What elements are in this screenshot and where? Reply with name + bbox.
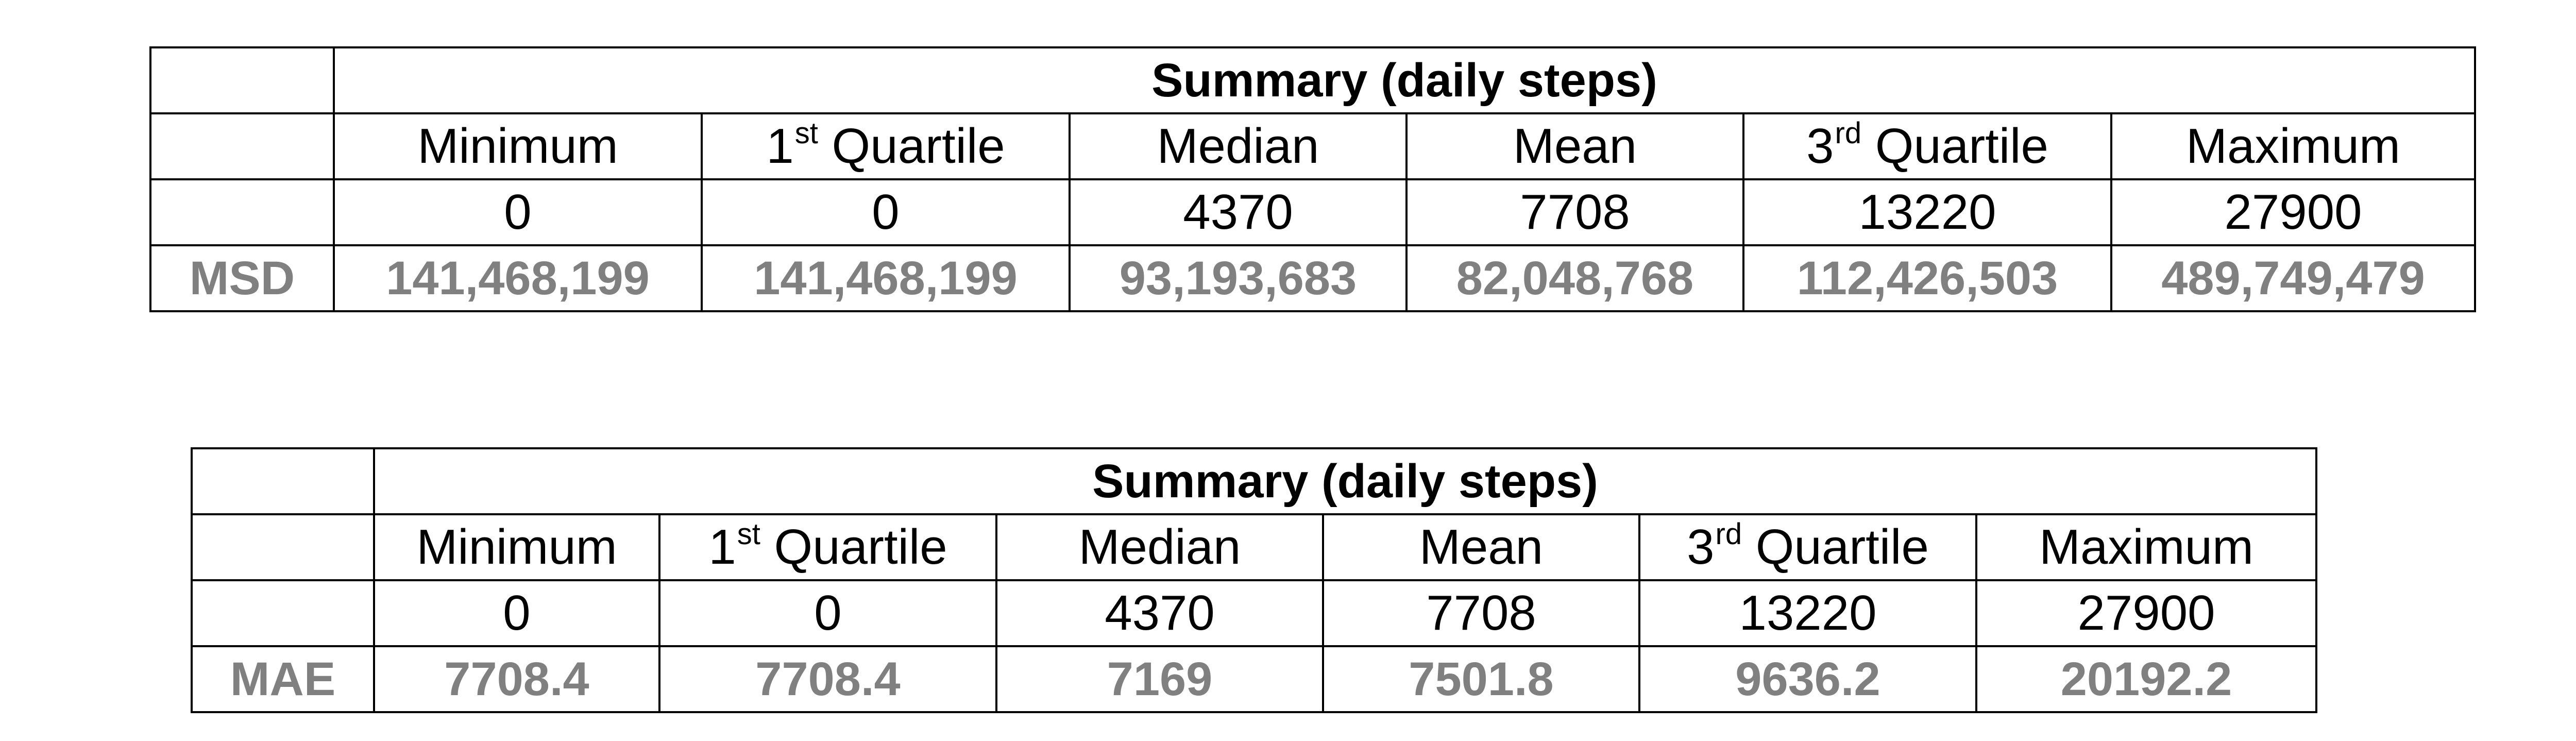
summary-value-maximum: 27900 bbox=[2111, 179, 2475, 245]
col-header-median: Median bbox=[996, 514, 1323, 580]
title-row bbox=[150, 47, 2475, 113]
metric-value-first-quartile: 141,468,199 bbox=[702, 245, 1070, 311]
col-header-minimum: Minimum bbox=[374, 514, 659, 580]
quartile-word: Quartile bbox=[1742, 519, 1929, 575]
col-header-third-quartile bbox=[1639, 514, 1976, 580]
summary-value-mean: 7708 bbox=[1406, 179, 1743, 245]
summary-value-minimum: 0 bbox=[374, 580, 659, 646]
corner-cell bbox=[192, 448, 374, 514]
corner-cell bbox=[192, 580, 374, 646]
table-title: Summary (daily steps) bbox=[374, 448, 2316, 514]
ordinal-suffix: rd bbox=[1715, 517, 1742, 551]
col-header-minimum: Minimum bbox=[334, 113, 702, 179]
metric-value-median: 93,193,683 bbox=[1070, 245, 1406, 311]
ordinal-suffix: rd bbox=[1835, 116, 1862, 150]
col-header-mean: Mean bbox=[1406, 113, 1743, 179]
summary-value-third-quartile: 13220 bbox=[1639, 580, 1976, 646]
summary-value-maximum: 27900 bbox=[1976, 580, 2316, 646]
title-row bbox=[192, 448, 2316, 514]
metric-value-third-quartile: 112,426,503 bbox=[1743, 245, 2111, 311]
corner-cell bbox=[150, 179, 334, 245]
summary-value-mean: 7708 bbox=[1323, 580, 1639, 646]
metric-value-minimum: 141,468,199 bbox=[334, 245, 702, 311]
ordinal-number: 3 bbox=[1687, 519, 1715, 575]
metric-row bbox=[192, 646, 2316, 712]
col-header-mean: Mean bbox=[1323, 514, 1639, 580]
summary-value-third-quartile: 13220 bbox=[1743, 179, 2111, 245]
col-header-first-quartile bbox=[702, 113, 1070, 179]
quartile-word: Quartile bbox=[1861, 119, 2048, 174]
summary-value-minimum: 0 bbox=[334, 179, 702, 245]
column-header-row bbox=[192, 514, 2316, 580]
col-header-first-quartile bbox=[659, 514, 996, 580]
corner-cell bbox=[150, 47, 334, 113]
mae-summary-table bbox=[191, 447, 2317, 713]
summary-value-median: 4370 bbox=[1070, 179, 1406, 245]
col-header-maximum: Maximum bbox=[1976, 514, 2316, 580]
metric-value-mean: 82,048,768 bbox=[1406, 245, 1743, 311]
metric-value-minimum: 7708.4 bbox=[374, 646, 659, 712]
ordinal-suffix: st bbox=[794, 116, 818, 150]
corner-cell bbox=[150, 113, 334, 179]
metric-value-first-quartile: 7708.4 bbox=[659, 646, 996, 712]
metric-value-mean: 7501.8 bbox=[1323, 646, 1639, 712]
ordinal-suffix: st bbox=[737, 517, 760, 551]
metric-label: MSD bbox=[150, 245, 334, 311]
summary-values-row bbox=[192, 580, 2316, 646]
metric-value-maximum: 20192.2 bbox=[1976, 646, 2316, 712]
msd-summary-table bbox=[149, 46, 2476, 312]
ordinal-number: 1 bbox=[708, 519, 736, 575]
col-header-maximum: Maximum bbox=[2111, 113, 2475, 179]
summary-value-first-quartile: 0 bbox=[659, 580, 996, 646]
table-title: Summary (daily steps) bbox=[334, 47, 2475, 113]
summary-values-row bbox=[150, 179, 2475, 245]
col-header-third-quartile bbox=[1743, 113, 2111, 179]
metric-value-median: 7169 bbox=[996, 646, 1323, 712]
summary-value-first-quartile: 0 bbox=[702, 179, 1070, 245]
corner-cell bbox=[192, 514, 374, 580]
metric-value-third-quartile: 9636.2 bbox=[1639, 646, 1976, 712]
quartile-word: Quartile bbox=[818, 119, 1005, 174]
quartile-word: Quartile bbox=[760, 519, 947, 575]
metric-row bbox=[150, 245, 2475, 311]
column-header-row bbox=[150, 113, 2475, 179]
metric-label: MAE bbox=[192, 646, 374, 712]
ordinal-number: 3 bbox=[1806, 119, 1834, 174]
metric-value-maximum: 489,749,479 bbox=[2111, 245, 2475, 311]
summary-value-median: 4370 bbox=[996, 580, 1323, 646]
ordinal-number: 1 bbox=[766, 119, 794, 174]
col-header-median: Median bbox=[1070, 113, 1406, 179]
